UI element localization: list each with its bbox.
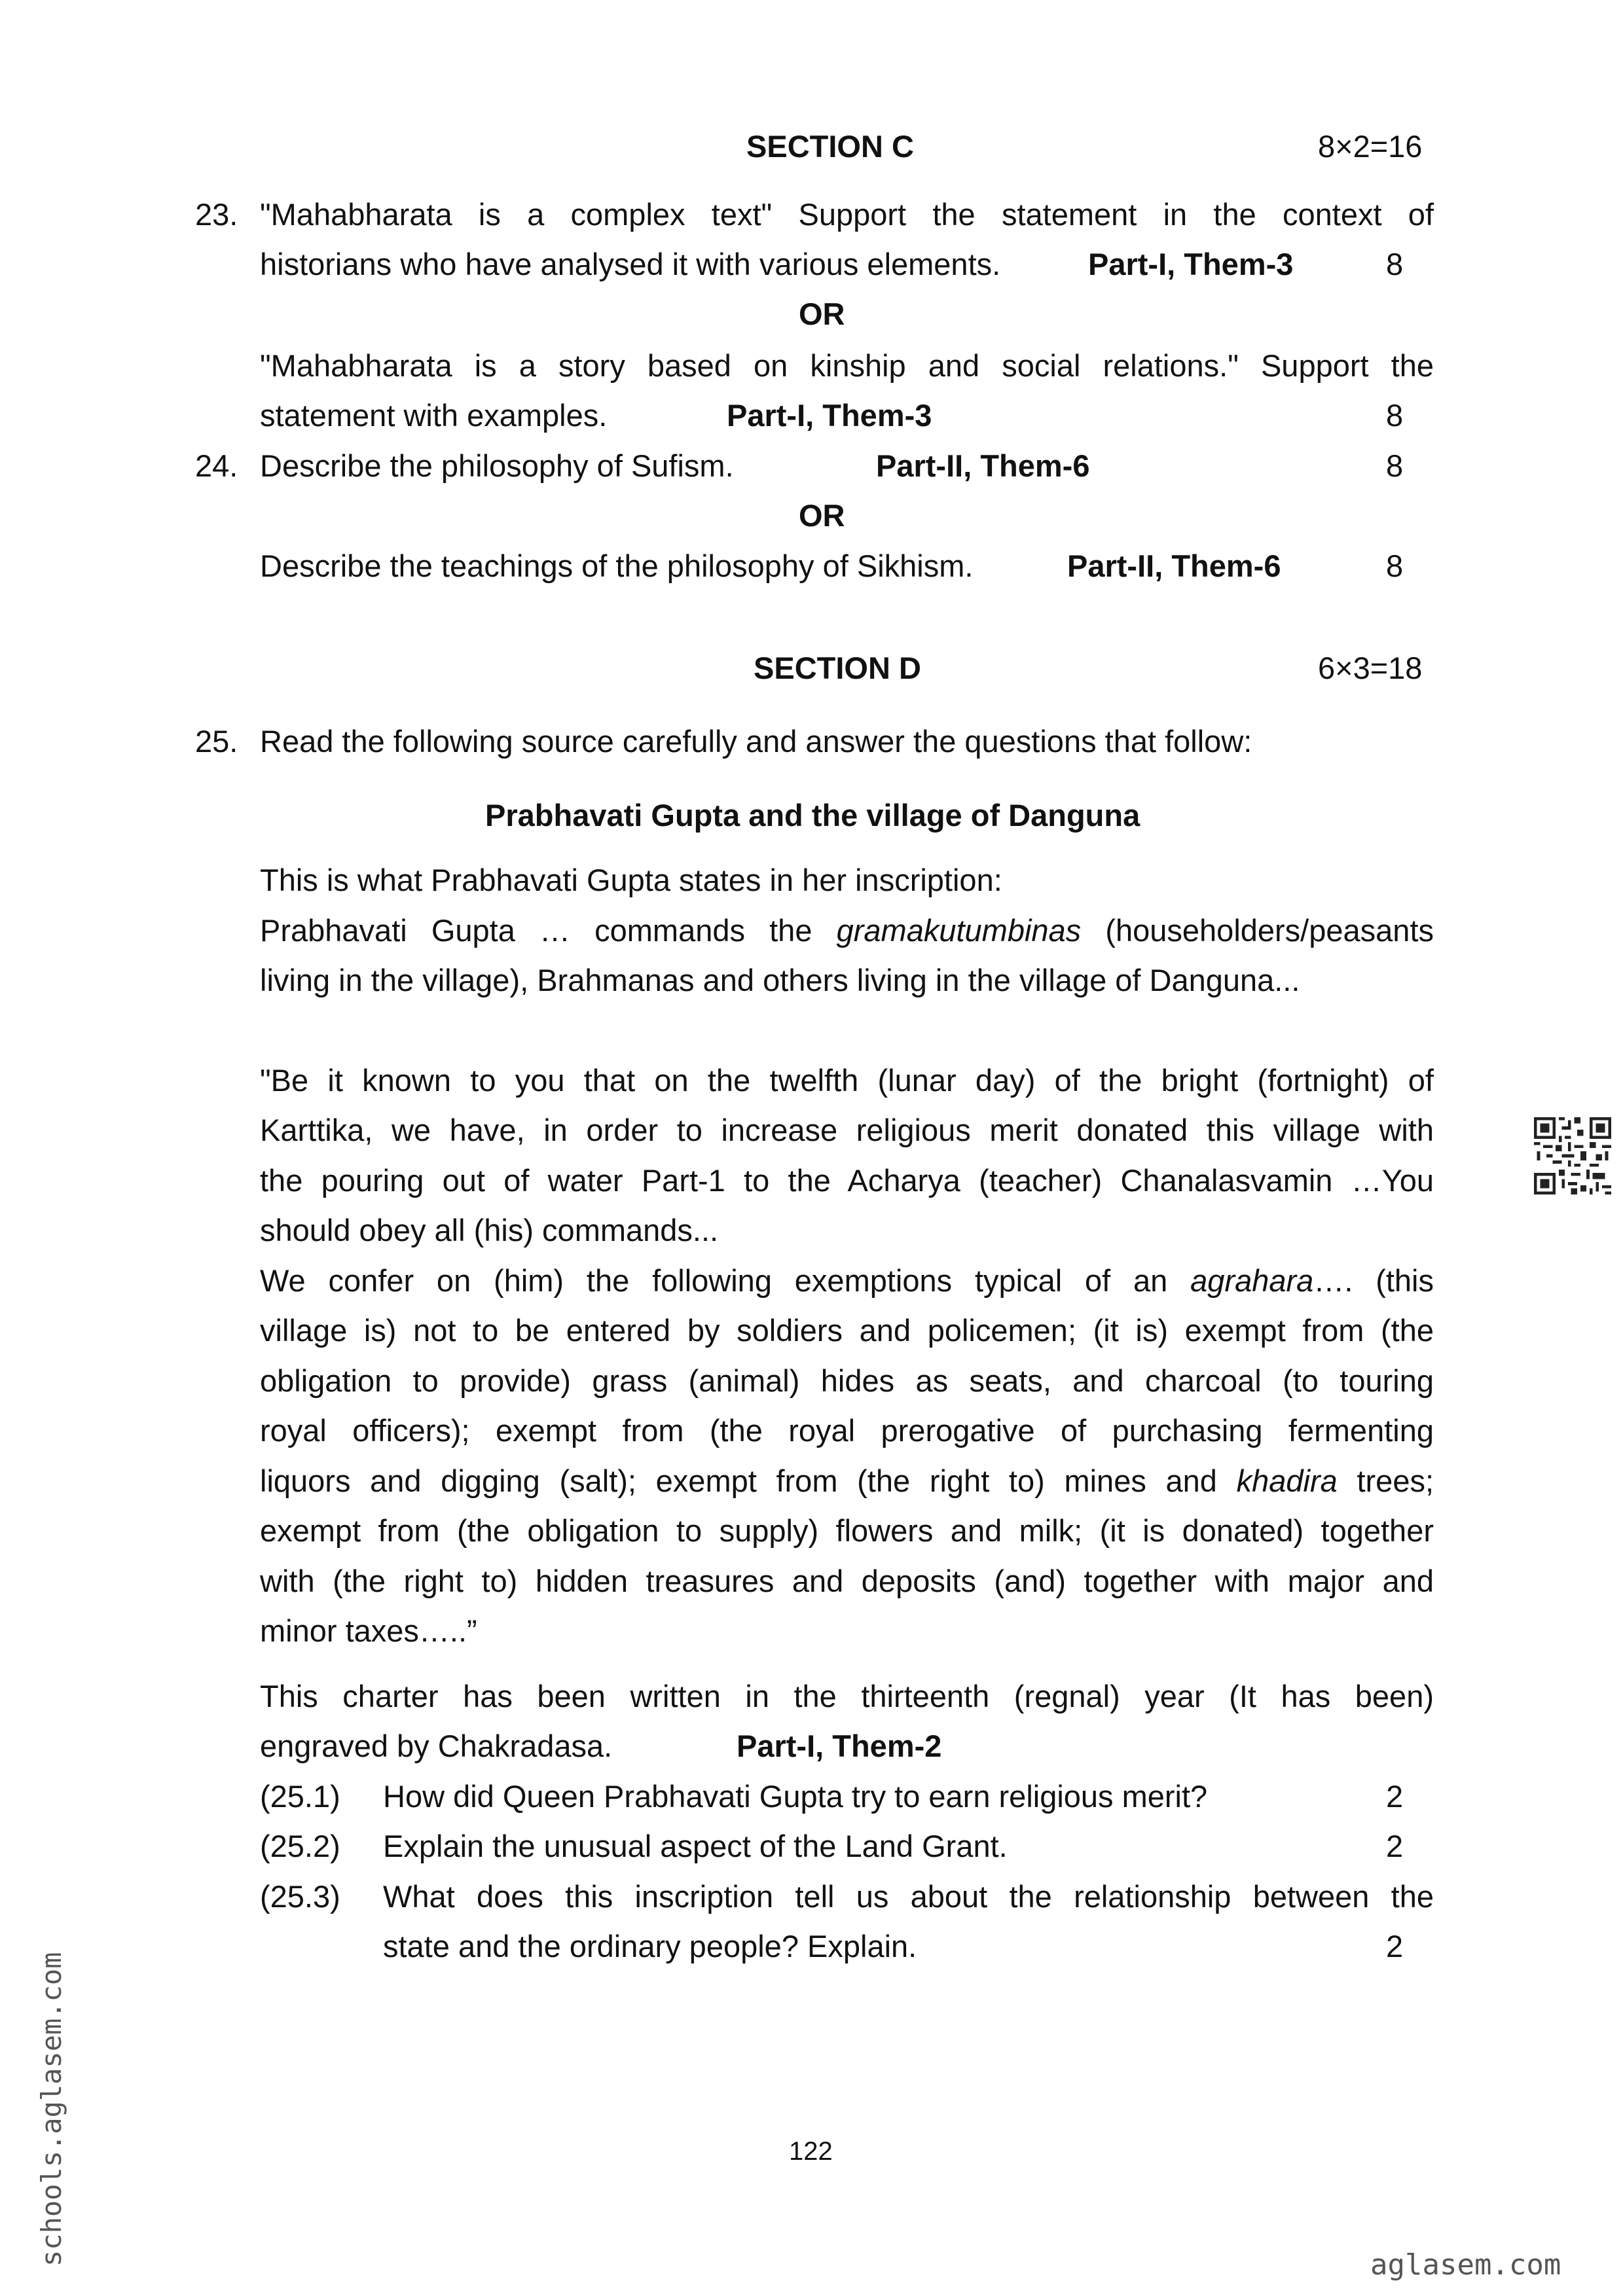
quote-line-2: Karttika, we have, in order to increase religious merit donated this village with	[260, 1113, 1434, 1147]
question-25-number: 25.	[195, 724, 238, 759]
question-25-intro: Read the following source carefully and answer the questions that follow:	[260, 724, 1252, 759]
quote-line-4: should obey all (his) commands...	[260, 1213, 719, 1247]
charter-line-1: This charter has been written in the thirteenth (regnal) year (It has been)	[260, 1679, 1434, 1713]
quote-line-11: with (the right to) hidden treasures and deposits (and) together with major and	[260, 1564, 1434, 1598]
quote-line-9: liquors and digging (salt); exempt from (the right to) mines and khadira trees;	[260, 1463, 1434, 1498]
quote-line-7: obligation to provide) grass (animal) hides as seats, and charcoal (to touring	[260, 1363, 1434, 1398]
qr-code-icon	[1534, 1117, 1611, 1194]
subquestion-25-3-text: What does this inscription tell us about the relationship between the	[383, 1879, 1434, 1914]
question-23-number: 23.	[195, 197, 238, 232]
subquestion-25-3-mark: 2	[1386, 1929, 1404, 1964]
question-24-mark: 8	[1386, 448, 1404, 483]
question-24-or: OR	[799, 498, 845, 533]
question-24-number: 24.	[195, 448, 238, 483]
question-23-alt-line-2: statement with examples.	[260, 398, 608, 433]
source-paragraph-1-line-3: living in the village), Brahmanas and others living in the village of Danguna...	[260, 963, 1300, 997]
subquestion-25-1-mark: 2	[1386, 1779, 1404, 1814]
question-23-alt-line-1: "Mahabharata is a story based on kinship and social relations." Support the	[260, 348, 1434, 383]
subquestion-25-3-number: (25.3)	[260, 1879, 340, 1914]
source-paragraph-1-line-2: Prabhavati Gupta … commands the gramakutumbinas (householders/peasants	[260, 913, 1434, 948]
question-24-alt-mark: 8	[1386, 548, 1404, 583]
quote-line-12: minor taxes…..”	[260, 1613, 477, 1648]
question-23-alt-reference: Part-I, Them-3	[727, 398, 932, 433]
quote-line-6: village is) not to be entered by soldiers and policemen; (it is) exempt from (the	[260, 1313, 1434, 1348]
question-23-reference: Part-I, Them-3	[1088, 247, 1294, 281]
question-23-or: OR	[799, 296, 845, 331]
section-c-marks: 8×2=16	[1318, 129, 1423, 164]
subquestion-25-1-text: How did Queen Prabhavati Gupta try to earn religious merit?	[383, 1779, 1208, 1814]
quote-line-8: royal officers); exempt from (the royal prerogative of purchasing fermenting	[260, 1413, 1434, 1448]
italic-term-gramakutumbinas: gramakutumbinas	[836, 913, 1082, 948]
question-23-mark: 8	[1386, 247, 1404, 281]
side-watermark: schools.aglasem.com	[35, 1952, 67, 2267]
question-24-reference: Part-II, Them-6	[876, 448, 1090, 483]
charter-reference: Part-I, Them-2	[737, 1729, 942, 1763]
corner-watermark: aglasem.com	[1370, 2248, 1561, 2282]
quote-line-1: "Be it known to you that on the twelfth (lunar day) of the bright (fortnight) of	[260, 1063, 1434, 1098]
source-paragraph-1-line-1: This is what Prabhavati Gupta states in her inscription:	[260, 863, 1002, 897]
question-24-alt-reference: Part-II, Them-6	[1067, 548, 1281, 583]
page-number: 122	[789, 2137, 833, 2166]
section-c-title: SECTION C	[746, 129, 914, 164]
section-d-title: SECTION D	[754, 651, 921, 685]
subquestion-25-1-number: (25.1)	[260, 1779, 340, 1814]
question-23-line-2: historians who have analysed it with various elements.	[260, 247, 1001, 281]
quote-line-3: the pouring out of water Part-1 to the Acharya (teacher) Chanalasvamin …You	[260, 1163, 1434, 1198]
question-23-alt-mark: 8	[1386, 398, 1404, 433]
source-title: Prabhavati Gupta and the village of Danguna	[485, 798, 1140, 833]
question-24-alt-text: Describe the teachings of the philosophy of Sikhism.	[260, 548, 974, 583]
subquestion-25-3-text-continued: state and the ordinary people? Explain.	[383, 1929, 917, 1964]
subquestion-25-2-number: (25.2)	[260, 1829, 340, 1863]
italic-term-khadira: khadira	[1236, 1463, 1338, 1498]
subquestion-25-2-mark: 2	[1386, 1829, 1404, 1863]
question-23-line-1: "Mahabharata is a complex text" Support the statement in the context of	[260, 197, 1434, 232]
charter-line-2: engraved by Chakradasa.	[260, 1729, 613, 1763]
quote-line-5: We confer on (him) the following exemptions typical of an agrahara…. (this	[260, 1263, 1434, 1298]
quote-line-10: exempt from (the obligation to supply) flowers and milk; (it is donated) together	[260, 1513, 1434, 1548]
section-d-marks: 6×3=18	[1318, 651, 1423, 685]
subquestion-25-2-text: Explain the unusual aspect of the Land Grant.	[383, 1829, 1008, 1863]
italic-term-agrahara: agrahara	[1190, 1263, 1314, 1298]
question-24-text: Describe the philosophy of Sufism.	[260, 448, 734, 483]
